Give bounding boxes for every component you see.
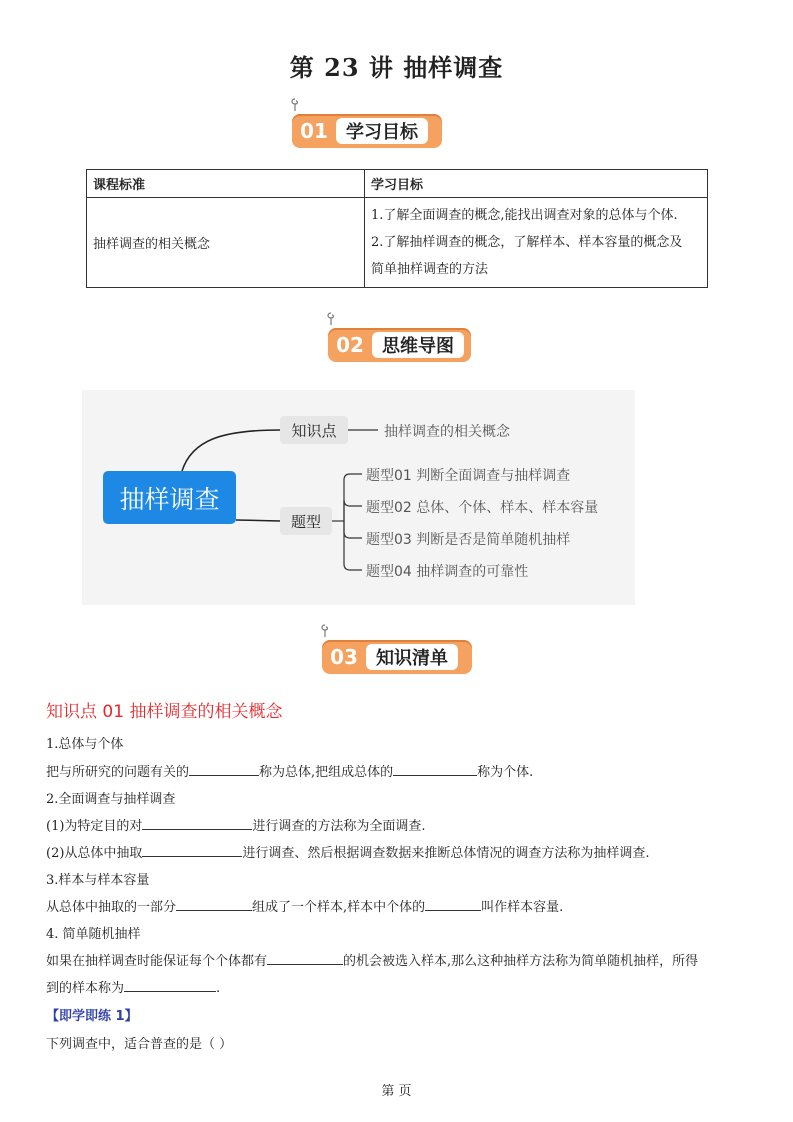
- text-run: 如果在抽样调查时能保证每个个体都有: [46, 954, 268, 969]
- table-header: 学习目标: [365, 170, 708, 198]
- heading-census-sampling: 2.全面调查与抽样调查: [46, 792, 176, 807]
- mindmap-type-leaf: 题型04 抽样调查的可靠性: [366, 564, 529, 580]
- paragraph: [46, 950, 698, 969]
- goal-line: 简单抽样调查的方法: [371, 262, 489, 277]
- goal-line: 2.了解抽样调查的概念，了解样本、样本容量的概念及: [371, 235, 683, 250]
- table-header: 课程标准: [87, 170, 365, 198]
- section-number: 02: [336, 333, 364, 357]
- section-number: 03: [330, 645, 358, 669]
- text-run: (1)为特定目的对: [46, 819, 143, 834]
- mindmap-type-leaf: 题型01 判断全面调查与抽样调查: [366, 468, 571, 484]
- text-run: 从总体中抽取的一部分: [46, 900, 177, 915]
- text-run: 称为总体,把组成总体的: [259, 765, 394, 780]
- mindmap-knowledge-leaf: 抽样调查的相关概念: [384, 424, 510, 440]
- paragraph: [46, 842, 650, 861]
- course-standard-cell: 抽样调查的相关概念: [87, 198, 365, 288]
- mindmap-root-node: 抽样调查: [103, 471, 236, 524]
- section-label: 学习目标: [336, 118, 428, 144]
- mind-map: [82, 390, 635, 605]
- pin-icon: [318, 624, 332, 638]
- section-badge-goals: [292, 108, 442, 144]
- mindmap-type-leaf: 题型02 总体、个体、样本、样本容量: [366, 500, 599, 516]
- fill-blank[interactable]: [124, 979, 216, 992]
- goal-line: 1.了解全面调查的概念,能找出调查对象的总体与个体.: [371, 208, 678, 223]
- text-run: 的机会被选入样本,那么这种抽样方法称为简单随机抽样，所得: [343, 954, 699, 969]
- page-title: 第 23 讲 抽样调查: [289, 53, 504, 82]
- fill-blank[interactable]: [142, 817, 252, 830]
- learning-goals-cell: [365, 198, 708, 288]
- fill-blank[interactable]: [393, 763, 477, 776]
- question-text: 下列调查中，适合普查的是（ ）: [46, 1037, 233, 1052]
- text-run: .: [216, 981, 221, 996]
- section-badge-knowledge: [322, 634, 472, 670]
- heading-population-individual: 1.总体与个体: [46, 737, 124, 752]
- paragraph: [46, 815, 426, 834]
- page-footer: 第 页: [381, 1084, 412, 1099]
- fill-blank[interactable]: [267, 952, 343, 965]
- text-run: 到的样本称为: [46, 981, 125, 996]
- fill-blank[interactable]: [189, 763, 259, 776]
- section-label: 思维导图: [372, 332, 464, 358]
- text-run: 把与所研究的问题有关的: [46, 765, 190, 780]
- text-run: 进行调查、然后根据调查数据来推断总体情况的调查方法称为抽样调查.: [242, 846, 650, 861]
- text-run: 称为个体.: [477, 765, 534, 780]
- mindmap-knowledge-node: 知识点: [280, 416, 348, 444]
- heading-simple-random-sampling: 4. 简单随机抽样: [46, 927, 141, 942]
- fill-blank[interactable]: [142, 844, 242, 857]
- section-label: 知识清单: [366, 644, 458, 670]
- section-badge-mindmap: [328, 322, 471, 358]
- pin-icon: [288, 98, 302, 112]
- section-number: 01: [300, 119, 328, 143]
- paragraph: [46, 977, 220, 996]
- text-run: (2)从总体中抽取: [46, 846, 143, 861]
- pin-icon: [324, 312, 338, 326]
- mindmap-types-node: 题型: [280, 507, 332, 535]
- text-run: 进行调查的方法称为全面调查.: [252, 819, 426, 834]
- exercise-heading: 【即学即练 1】: [46, 1009, 138, 1024]
- paragraph: [46, 896, 563, 915]
- text-run: 叫作样本容量.: [481, 900, 564, 915]
- mindmap-type-leaf: 题型03 判断是否是简单随机抽样: [366, 532, 571, 548]
- knowledge-point-title: 知识点 01 抽样调查的相关概念: [46, 702, 283, 722]
- paragraph: [46, 761, 533, 780]
- goals-table: [86, 169, 708, 288]
- text-run: 组成了一个样本,样本中个体的: [252, 900, 426, 915]
- fill-blank[interactable]: [176, 898, 252, 911]
- fill-blank[interactable]: [425, 898, 481, 911]
- heading-sample-size: 3.样本与样本容量: [46, 873, 150, 888]
